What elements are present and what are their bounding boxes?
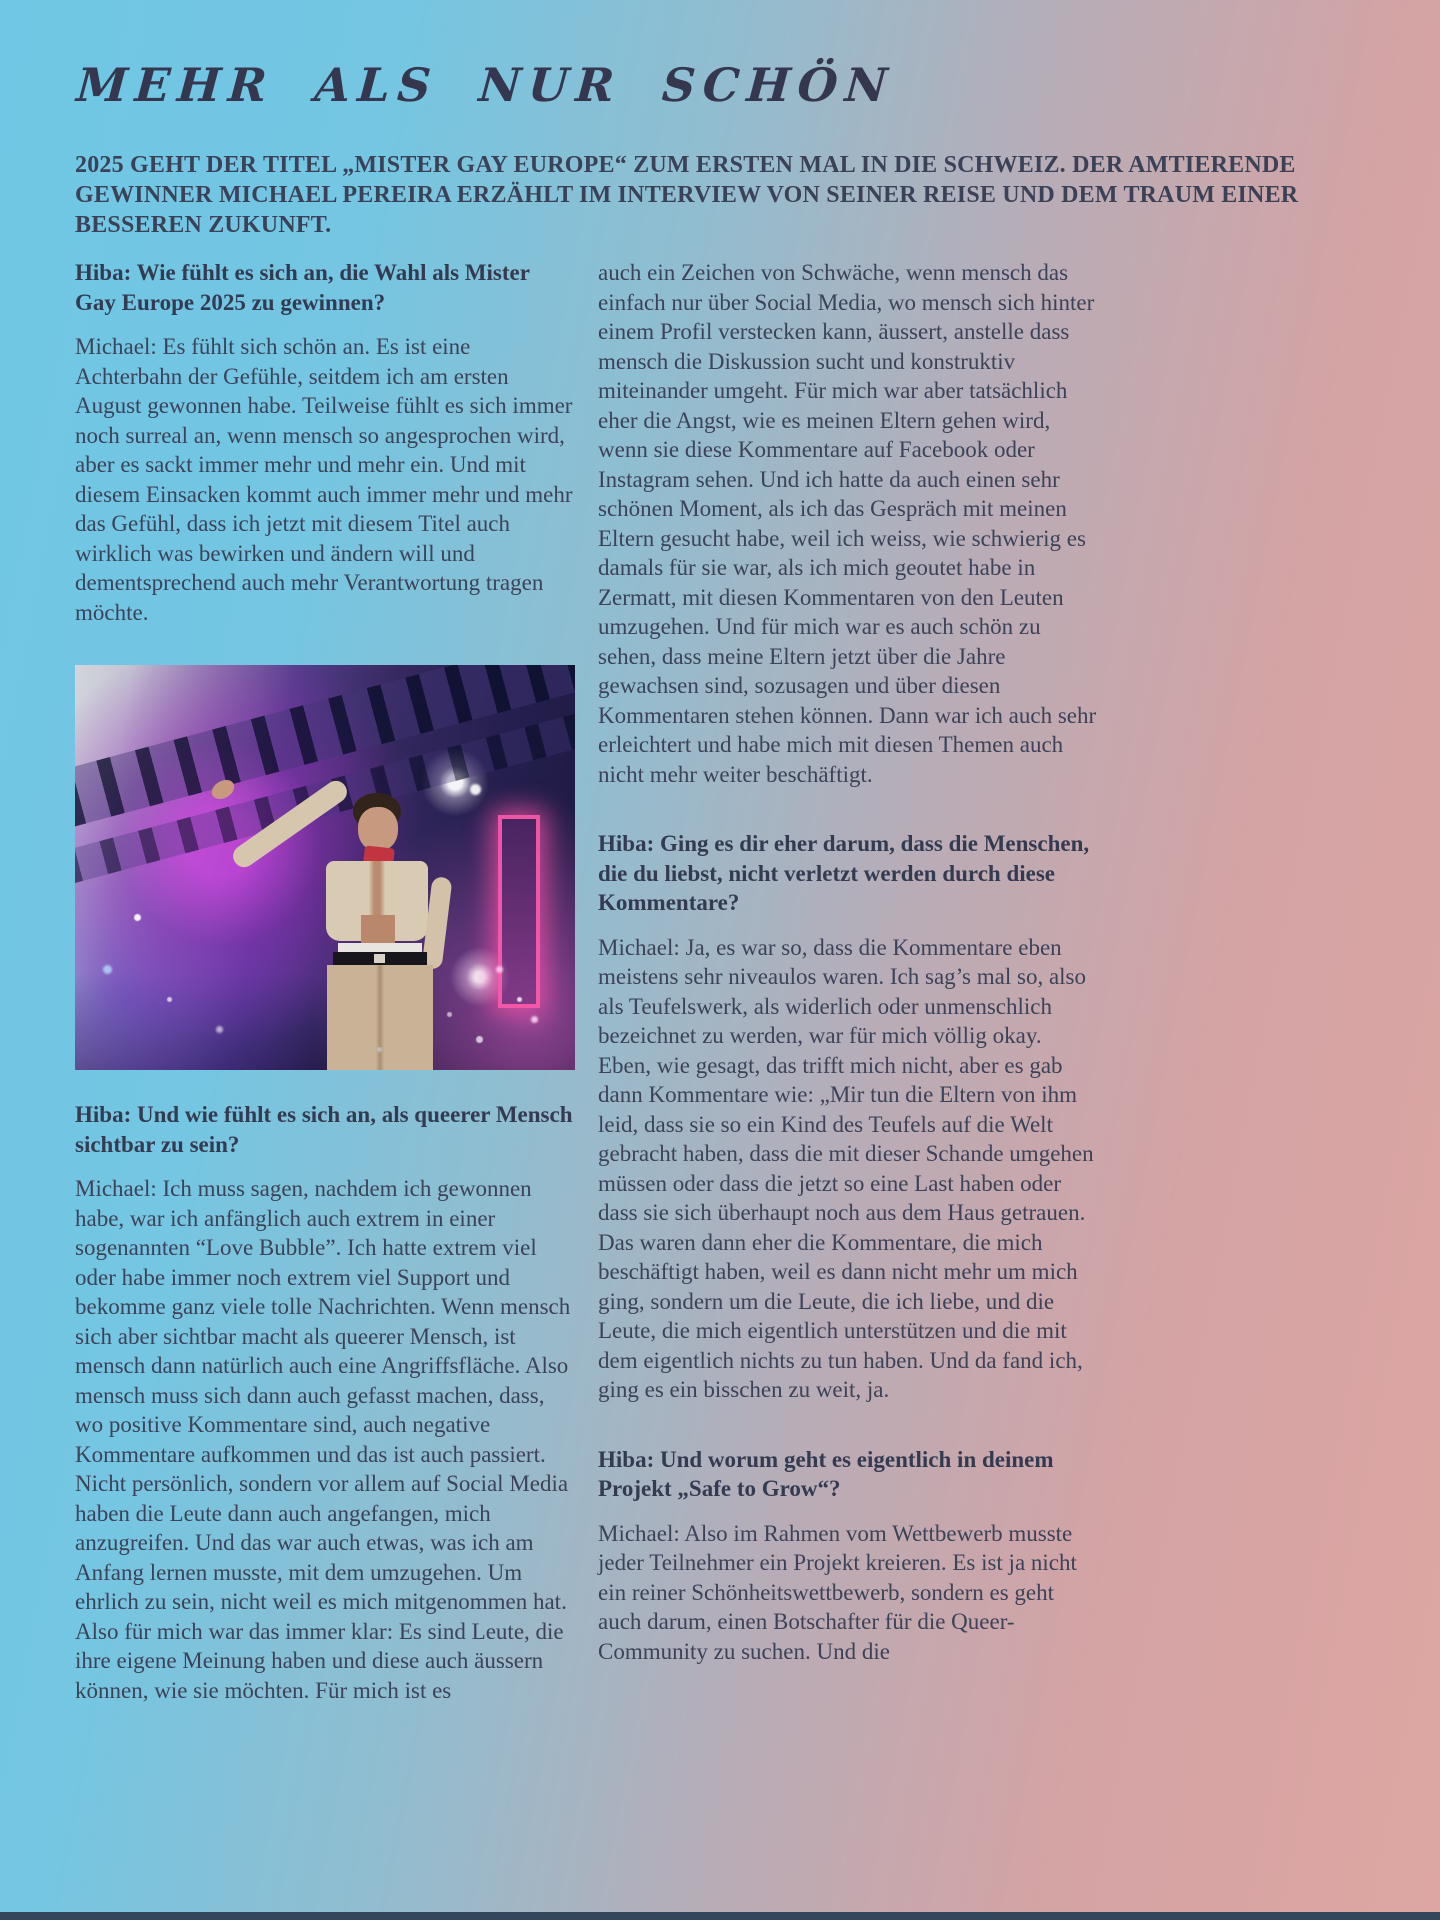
column-right — [598, 258, 1098, 1666]
answer-3: Michael: Ja, es war so, dass die Kommentare eben meistens sehr niveaulos waren. Ich sag’s mal so, also als Teufelswerk, als widerlich oder unmenschlich bezeichnet zu werden, war für mich völlig okay. Eben, wie gesagt, das trifft mich nicht, aber es gab dann Kommentare wie: „Mir tun die Eltern von ihm leid, dass sie so ein Kind des Teufels auf die Welt gebracht haben, dass die mit dieser Schande umgehen müssen oder dass die jetzt so eine Last haben oder dass sie sich überhaupt noch aus dem Haus getrauen. Das waren dann eher die Kommentare, die mich beschäftigt haben, weil es dann nicht mehr um mich ging, sondern um die Leute, die ich liebe, und die Leute, die mich eigentlich unterstützen und die mit dem eigentlich nichts zu tun haben. Und da fand ich, ging es ein bisschen zu weit, ja. — [598, 934, 1094, 1402]
answer-2-left: Michael: Ich muss sagen, nachdem ich gewonnen habe, war ich anfänglich auch extrem in einer sogenannten “Love Bubble”. Ich hatte extrem viel oder habe immer noch extrem viel Support und bekomme ganz viele tolle Nachrichten. Wenn mensch sich aber sichtbar macht als queerer Mensch, ist mensch dann natürlich auch eine Angriffsfläche. Also mensch muss sich dann auch gefasst machen, dass, wo positive Kommentare sind, auch negative Kommentare aufkommen und das ist auch passiert. Nicht persönlich, sondern vor allem auf Social Media haben die Leute dann auch angefangen, mich anzugreifen. Und das war auch etwas, was ich am Anfang lernen musste, mit dem umzugehen. Um ehrlich zu sein, nicht weil es mich mitgenommen hat. Also für mich war das immer klar: Es sind Leute, die ihre eigene Meinung haben und diese auch äussern können, wie sie möchten. Für mich ist es — [75, 1176, 571, 1703]
figure-raised-arm — [229, 777, 351, 872]
page-title: MEHR ALS NUR SCHÖN — [74, 58, 897, 112]
michael-figure — [75, 665, 575, 1070]
question-4: Hiba: Und worum geht es eigentlich in deinem Projekt „Safe to Grow“? — [598, 1446, 1054, 1501]
intro-paragraph: 2025 GEHT DER TITEL „MISTER GAY EUROPE“ ZUM ERSTEN MAL IN DIE SCHWEIZ. DER AMTIERENDE GEWINNER MICHAEL PEREIRA ERZÄHLT IM INTERVIEW VON SEINER REISE UND DEM TRAUM EINER BESSEREN ZUKUNFT. — [75, 152, 1299, 238]
figure-head — [358, 807, 398, 851]
answer-2-continued: auch ein Zeichen von Schwäche, wenn mensch das einfach nur über Social Media, wo mensch sich hinter einem Profil verstecken kann, äussert, anstelle dass mensch die Diskussion sucht und konstruktiv miteinander umgeht. Für mich war aber tatsächlich eher die Angst, wie es meinen Eltern gehen wird, wenn sie diese Kommentare auf Facebook oder Instagram sehen. Und ich hatte da auch einen sehr schönen Moment, als ich das Gespräch mit meinen Eltern gesucht habe, weil ich weiss, wie schwierig es damals für sie war, als ich mich geoutet habe in Zermatt, mit diesen Kommentaren von den Leuten umzugehen. Und für mich war es auch schön zu sehen, dass meine Eltern jetzt über die Jahre gewachsen sind, sozusagen und über diesen Kommentaren stehen können. Dann war ich auch sehr erleichtert und habe mich mit diesen Themen auch nicht mehr weiter beschäftigt. — [598, 260, 1097, 787]
question-3: Hiba: Ging es dir eher darum, dass die Menschen, die du liebst, nicht verletzt werden durch diese Kommentare? — [598, 831, 1090, 915]
figure-midriff — [361, 915, 395, 945]
answer-1: Michael: Es fühlt sich schön an. Es ist eine Achterbahn der Gefühle, seitdem ich am ersten August gewonnen habe. Teilweise fühlt es sich immer noch surreal an, wenn mensch so angesprochen wird, aber es sackt immer mehr und mehr ein. Und mit diesem Einsacken kommt auch immer mehr und mehr das Gefühl, dass ich jetzt mit diesem Titel auch wirklich was bewirken und ändern will und dementsprechend auch mehr Verantwortung tragen möchte. — [75, 334, 573, 625]
stage-bokeh-lights — [75, 665, 80, 670]
figure-hand — [208, 776, 237, 803]
figure-belt-buckle — [374, 954, 385, 963]
question-2: Hiba: Und wie fühlt es sich an, als queerer Mensch sichtbar zu sein? — [75, 1102, 573, 1157]
answer-4: Michael: Also im Rahmen vom Wettbewerb musste jeder Teilnehmer ein Projekt kreieren. Es ist ja nicht ein reiner Schönheitswettbewerb, sondern es geht auch darum, einen Botschafter für die Queer-Community zu suchen. Und die — [598, 1520, 1077, 1664]
figure-pants — [327, 965, 433, 1070]
column-left — [75, 258, 575, 1705]
stage-photo — [75, 665, 575, 1070]
question-1: Hiba: Wie fühlt es sich an, die Wahl als Mister Gay Europe 2025 zu gewinnen? — [75, 260, 530, 315]
footer-bar — [0, 1912, 1440, 1920]
